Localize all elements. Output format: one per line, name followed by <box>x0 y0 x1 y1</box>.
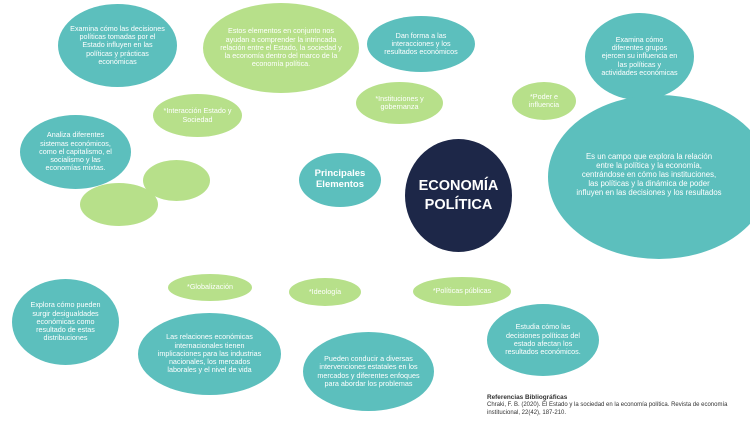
element-politicas <box>413 277 511 306</box>
examina-decisiones-node <box>58 4 177 87</box>
dan-forma-node <box>367 16 475 72</box>
estudia-node <box>487 304 599 376</box>
node-text: Estos elementos en conjunto nos ayudan a comprender la intrincada relación entre el Estado, la sociedad y la economía dentro del marco de la economía política. <box>220 26 342 69</box>
explora-node <box>12 279 119 365</box>
hub-line-1: Principales <box>314 168 366 180</box>
definition-node <box>548 95 750 259</box>
definition-text: Es un campo que explora la relación entre la política y la economía, centrándose en cómo las instituciones, las políticas y la dinámica de poder influyen en las decisiones y los resultados <box>576 152 722 197</box>
relaciones-node <box>138 313 281 395</box>
examina-grupos-node <box>585 13 694 100</box>
estos-elementos-node <box>203 3 359 93</box>
node-text: Estudia cómo las decisiones políticas del estado afectan los resultados económicos. <box>505 322 581 357</box>
element-label: *Globalización <box>187 282 233 292</box>
node-text: Analiza diferentes sistemas económicos, como el capitalismo, el socialismo y las economías mixtas. <box>39 130 112 173</box>
principales-elementos-hub <box>299 153 381 207</box>
element-label: *Poder e influencia <box>528 91 560 109</box>
element-globalizacion <box>168 274 252 301</box>
element-ideologia <box>289 278 361 306</box>
node-text: Las relaciones económicas internacionales tienen implicaciones para las industrias nacionales, los mercados laborales y el nivel de vida <box>157 332 262 375</box>
references-entry: Chraki, F. B. (2020). El Estado y la sociedad en la economía política. Revista de economía institucional, 22(42), 187-210. <box>487 402 728 416</box>
node-text: Pueden conducir a diversas intervenciones estatales en los mercados y diferentes enfoques para abordar los problemas <box>317 353 420 388</box>
element-label: *Interacción Estado y Sociedad <box>163 106 232 124</box>
references <box>487 394 749 417</box>
empty-green-ellipse-2 <box>80 183 158 226</box>
node-text: Explora cómo pueden surgir desigualdades económicas como resultado de estas distribuciones <box>30 300 101 343</box>
analiza-node <box>20 115 131 189</box>
node-text: Examina cómo diferentes grupos ejercen su influencia en las políticas y actividades económicas <box>601 34 678 77</box>
element-instituciones <box>356 82 443 124</box>
references-title: Referencias Bibliográficas <box>487 394 568 401</box>
center-title-line-2: POLÍTICA <box>424 196 493 213</box>
element-label: *Políticas públicas <box>432 286 492 296</box>
hub-line-2: Elementos <box>315 179 365 190</box>
element-interaccion <box>153 94 242 137</box>
economia-politica-center <box>405 139 512 252</box>
element-label: *Ideología <box>308 286 342 296</box>
node-text: Dan forma a las interacciones y los resultados económicos <box>384 30 458 57</box>
pueden-node <box>303 332 434 411</box>
center-title-line-1: ECONOMÍA <box>418 177 499 194</box>
element-label: *Instituciones y gobernanza <box>375 93 424 111</box>
element-poder <box>512 82 576 120</box>
node-text: Examina cómo las decisiones políticas tomadas por el Estado influyen en las políticas y prácticas económicas <box>70 23 165 66</box>
